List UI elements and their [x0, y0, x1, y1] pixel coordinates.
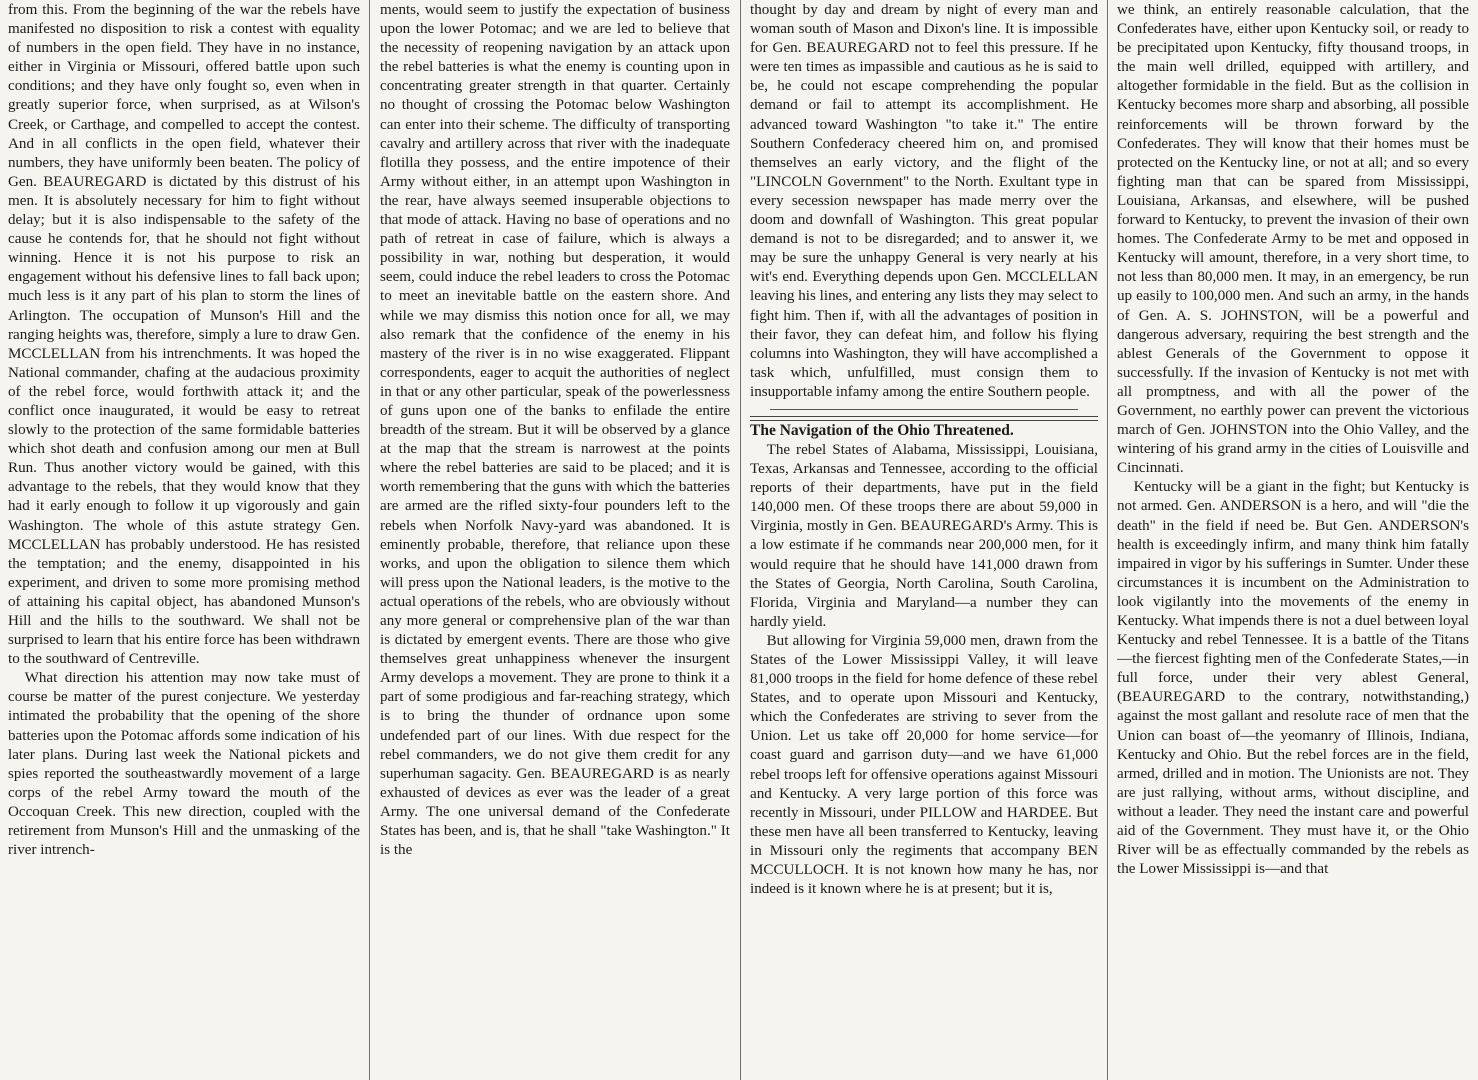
- paragraph: The rebel States of Alabama, Mississippi, Louisiana, Texas, Arkansas and Tennessee, according to the official reports of their departments, have put in the field 140,000 men. Of these troops there are about 59,000 in Virginia, mostly in Gen. BEAUREGARD's Army. This is a low estimate if he commands near 200,000 men, for it would require that he should have 141,000 drawn from the States of Georgia, North Carolina, South Carolina, Florida, Virginia and Maryland—a number they can hardly yield.: [750, 441, 1098, 630]
- paragraph: Kentucky will be a giant in the fight; but Kentucky is not armed. Gen. ANDERSON is a hero, and will "die the death" in the field if need be. But Gen. ANDERSON's health is exceedingly infirm, and many think him fatally impaired in vigor by his sufferings in Sumter. Under these circumstances it is incumbent on the Administration to look vigilantly into the movements of the enemy in Kentucky. What impends there is not a duel between loyal Kentucky and rebel Tennessee. It is a battle of the Titans—the fiercest fighting men of the Confederate States,—in full force, under their very ablest General, (BEAUREGARD to the contrary, notwithstanding,) against the most gallant and resolute race of men that the Union can boast of—the yeomanry of Illinois, Indiana, Kentucky and Ohio. But the rebel forces are in the field, armed, drilled and in motion. The Unionists are not. They are just rallying, without arms, without discipline, and without a leader. They need the instant care and powerful aid of the Government. They must have it, or the Ohio River will be as effectually commanded by the rebels as the Lower Mississippi is—and that: [1117, 479, 1469, 878]
- paragraph: we think, an entirely reasonable calculation, that the Confederates have, either upon Kentucky soil, or ready to be precipitated upon Kentucky, fifty thousand troops, in the main well drilled, equipped with artillery, and altogether formidable in the field. But as the collision in Kentucky becomes more sharp and absorbing, all possible reinforcements will be thrown forward by the Confederates. They will know that their homes must be protected on the Kentucky line, or not at all; and so every fighting man that can be spared from Mississippi, Louisiana, Arkansas, and elsewhere, will be pushed forward to Kentucky, to prevent the invasion of their own homes. The Confederate Army to be met and opposed in Kentucky will amount, therefore, in a very short time, to not less than 80,000 men. It may, in an emergency, be run up easily to 100,000 men. And such an army, in the hands of Gen. A. S. JOHNSTON, will be a powerful and dangerous adversary, requiring the best strength and the ablest Generals of the Government to oppose it successfully. If the invasion of Kentucky is not met with all promptness, and with all the power of the Government, no earthly power can prevent the victorious march of Gen. JOHNSTON into the Ohio Valley, and the wintering of his grand army in the cities of Louisville and Cincinnati.: [1117, 2, 1469, 477]
- text-column-3: [750, 0, 1098, 1080]
- paragraph: But allowing for Virginia 59,000 men, drawn from the States of the Lower Mississippi Valley, it will leave 81,000 troops in the field for home defence of these rebel States, and to operate upon Missouri and Kentucky, which the Confederates are striving to sever from the Union. Let us take off 20,000 for home service—for coast guard and garrison duty—and we have 61,000 rebel troops left for offensive operations against Missouri and Kentucky. A very large portion of this force was recently in Missouri, under PILLOW and HARDEE. But these men have all been transferred to Kentucky, leaving in Missouri only the regiments that accompany BEN MCCULLOCH. It is not known how many he has, nor indeed is it known where he is at present; but it is,: [750, 632, 1098, 898]
- paragraph: thought by day and dream by night of every man and woman south of Mason and Dixon's line. It is impossible for Gen. BEAUREGARD not to feel this pressure. If he were ten times as impassible and cautious as he is said to be, he could not escape comprehending the popular demand or fail to attempt its accomplishment. He advanced toward Washington "to take it." The entire Southern Confederacy cheered him on, and promised themselves an early victory, and the flight of the "LINCOLN Government" to the North. Exultant type in every secession newspaper has made merry over the doom and downfall of Washington. This great popular demand is not to be disregarded; and to answer it, we may be sure the unhappy General is very nearly at his wit's end. Everything depends upon Gen. MCCLELLAN leaving his lines, and entering any lists they may select to fight him. Then if, with all the advantages of position in their favor, they can defeat him, and follow his flying columns into Washington, they will have accomplished a task which, unfulfilled, must consign them to insupportable infamy among the entire Southern people.: [750, 2, 1098, 400]
- column-rule: [740, 0, 741, 1080]
- article-headline: The Navigation of the Ohio Threatened.: [750, 421, 1014, 439]
- paragraph: from this. From the beginning of the war the rebels have manifested no disposition to risk a contest with equality of numbers in the open field. They have in no instance, either in Virginia or Missouri, offered battle upon such conditions; and they have only fought so, even when in greatly superior force, when surprised, as at Wilson's Creek, or Carthage, and compelled to accept the contest. And in all conflicts in the open field, whatever their numbers, they have uniformly been beaten. The policy of Gen. BEAUREGARD is dictated by this distrust of his men. It is absolutely necessary for him to fight without delay; but it is also indispensable to the safety of the cause he contends for, that he should not fight without winning. Hence it is not his purpose to risk an engagement without his defensive lines to fall back upon; much less is it any part of his plan to storm the lines of Arlington. The occupation of Munson's Hill and the ranging heights was, therefore, simply a lure to draw Gen. MCCLELLAN from his intrenchments. It was hoped the National commander, chafing at the audacious proximity of the rebel force, would forthwith attack it; and the conflict once inaugurated, it would be easy to retreat slowly to the protection of the same formidable batteries which shot death and confusion among our men at Bull Run. Thus another victory would be gained, with this advantage to the rebels, that they would know that they had it early enough to follow it up vigorously and gain Washington. The whole of this astute strategy Gen. MCCLELLAN has probably understood. He has resisted the temptation; and the enemy, disappointed in his experiment, and driven to some more promising method of attaining his capital object, has abandoned Munson's Hill and the hills to the southward. We shall not be surprised to learn that his entire force has been withdrawn to the southward of Centreville.: [8, 2, 360, 668]
- column-rule: [369, 0, 370, 1080]
- text-column-2: [380, 0, 730, 1080]
- text-column-1: [8, 0, 360, 1080]
- text-column-4: [1117, 0, 1469, 1080]
- section-divider: [770, 409, 1078, 410]
- paragraph: ments, would seem to justify the expectation of business upon the lower Potomac; and we are led to believe that the necessity of reopening navigation by an attack upon the rebel batteries is what the enemy is counting upon in concentrating greater strength in that quarter. Certainly no thought of crossing the Potomac below Washington can enter into their scheme. The difficulty of transporting cavalry and artillery across that river with the inadequate flotilla they possess, and the entire impotence of their Army without either, in an attempt upon Washington in the rear, have always seemed insuperable objections to that mode of attack. Having no base of operations and no path of retreat in case of failure, which is always a possibility in war, nothing but desperation, it would seem, could induce the rebel leaders to cross the Potomac to meet an inevitable battle on the eastern shore. And while we may dismiss this notion once for all, we may also remark that the confidence of the enemy in his mastery of the river is in no wise exaggerated. Flippant correspondents, eager to acquit the authorities of neglect in that or any other particular, speak of the powerlessness of guns upon one of the banks to enfilade the entire breadth of the stream. But it will be observed by a glance at the map that the stream is narrowest at the points where the rebel batteries are said to be placed; and it is worth remembering that the guns with which the batteries are armed are the rifled sixty-four pounders left to the rebels when Norfolk Navy-yard was abandoned. It is eminently probable, therefore, that reliance upon these works, and upon the obligation to silence them which will press upon the National leaders, is the motive to the actual operations of the rebels, who are obviously without any more general or comprehensive plan of the war than is dictated by emergent events. There are those who give themselves great unhappiness whenever the insurgent Army develops a movement. They are prone to think it a part of some prodigious and far-reaching strategy, which is to bring the thunder of ordnance upon some undefended part of our lines. With due respect for the rebel commanders, we do not give them credit for any superhuman sagacity. Gen. BEAUREGARD is as nearly exhausted of devices as ever was the leader of a great Army. The one universal demand of the Confederate States has been, and is, that he shall "take Washington." It is the: [380, 2, 730, 859]
- column-rule: [1107, 0, 1108, 1080]
- paragraph: What direction his attention may now take must of course be matter of the purest conjecture. We yesterday intimated the probability that the opening of the shore batteries upon the Potomac affords some indication of his later plans. During last week the National pickets and spies reported the southeastwardly movement of a large corps of the rebel Army toward the mouth of the Occoquan Creek. This new direction, coupled with the retirement from Munson's Hill and the unmasking of the river intrench-: [8, 670, 360, 859]
